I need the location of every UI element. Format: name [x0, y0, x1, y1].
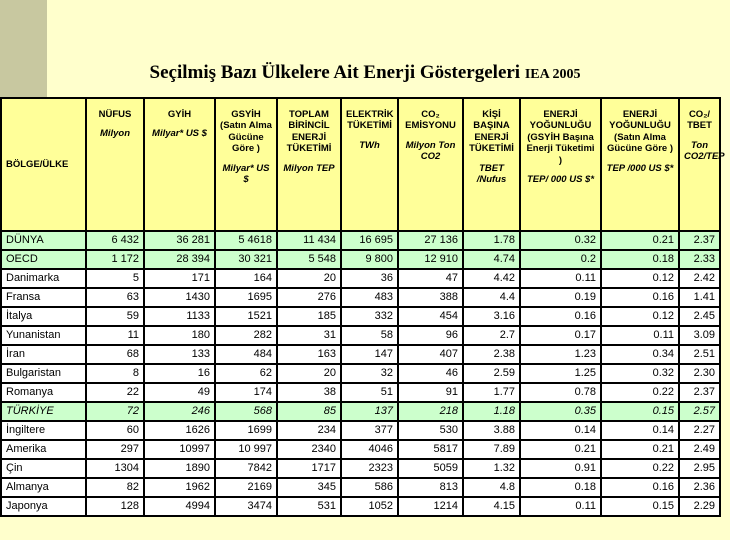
value-cell: 137 — [341, 402, 398, 421]
value-cell: 0.16 — [601, 288, 679, 307]
value-cell: 1.25 — [520, 364, 601, 383]
value-cell: 530 — [398, 421, 463, 440]
value-cell: 1695 — [215, 288, 277, 307]
value-cell: 2.51 — [679, 345, 720, 364]
country-cell: Bulgaristan — [1, 364, 86, 383]
value-cell: 2.38 — [463, 345, 520, 364]
column-header-label: ELEKTRİK TÜKETİMİ — [346, 109, 394, 132]
column-header-label: CO₂/ TBET — [687, 109, 712, 132]
column-header-label: CO₂ EMİSYONU — [405, 109, 456, 132]
table-row — [1, 440, 720, 459]
value-cell: 0.14 — [601, 421, 679, 440]
column-header-unit: TWh — [359, 139, 380, 151]
value-cell: 2.30 — [679, 364, 720, 383]
value-cell: 5059 — [398, 459, 463, 478]
value-cell: 2.37 — [679, 231, 720, 250]
table-row — [1, 326, 720, 345]
value-cell: 0.21 — [601, 440, 679, 459]
country-cell: Fransa — [1, 288, 86, 307]
value-cell: 3.16 — [463, 307, 520, 326]
column-header-label: ENERJİ YOĞUNLUĞU (Satın Alma Gücüne Göre ) — [607, 109, 673, 155]
value-cell: 0.91 — [520, 459, 601, 478]
value-cell: 0.18 — [601, 250, 679, 269]
table-row — [1, 459, 720, 478]
value-cell: 0.21 — [520, 440, 601, 459]
value-cell: 2.29 — [679, 497, 720, 516]
value-cell: 133 — [144, 345, 215, 364]
value-cell: 1430 — [144, 288, 215, 307]
value-cell: 51 — [341, 383, 398, 402]
title-text: Seçilmiş Bazı Ülkelere Ait Enerji Göstergeleri — [149, 62, 521, 83]
value-cell: 1.32 — [463, 459, 520, 478]
value-cell: 0.12 — [601, 307, 679, 326]
country-cell: Almanya — [1, 478, 86, 497]
value-cell: 0.22 — [601, 383, 679, 402]
value-cell: 38 — [277, 383, 341, 402]
value-cell: 0.17 — [520, 326, 601, 345]
value-cell: 2340 — [277, 440, 341, 459]
value-cell: 8 — [86, 364, 144, 383]
column-header-unit: Milyar* US $ — [152, 128, 207, 140]
value-cell: 147 — [341, 345, 398, 364]
value-cell: 0.16 — [520, 307, 601, 326]
value-cell: 20 — [277, 269, 341, 288]
value-cell: 60 — [86, 421, 144, 440]
column-header-unit: TBET /Nufus — [476, 162, 507, 185]
value-cell: 11 434 — [277, 231, 341, 250]
value-cell: 483 — [341, 288, 398, 307]
value-cell: 0.22 — [601, 459, 679, 478]
column-header-label: GYİH — [167, 109, 192, 120]
value-cell: 0.34 — [601, 345, 679, 364]
value-cell: 4.15 — [463, 497, 520, 516]
column-header-label: GSYİH (Satın Alma Gücüne Göre ) — [220, 109, 272, 155]
value-cell: 2.37 — [679, 383, 720, 402]
column-header-label: ENERJİ YOĞUNLUĞU (GSYİH Başına Enerji Tüketimi ) — [526, 109, 595, 166]
column-header-unit: Milyon TEP — [283, 162, 335, 174]
value-cell: 22 — [86, 383, 144, 402]
value-cell: 1.41 — [679, 288, 720, 307]
value-cell: 3474 — [215, 497, 277, 516]
table-row — [1, 288, 720, 307]
value-cell: 28 394 — [144, 250, 215, 269]
value-cell: 16 695 — [341, 231, 398, 250]
column-header-unit: Ton CO2/TEP — [684, 139, 725, 163]
column-header — [398, 98, 463, 231]
value-cell: 16 — [144, 364, 215, 383]
value-cell: 5 4618 — [215, 231, 277, 250]
value-cell: 0.15 — [601, 497, 679, 516]
value-cell: 2.95 — [679, 459, 720, 478]
column-header-unit: Milyar* US $ — [222, 162, 270, 185]
value-cell: 4.74 — [463, 250, 520, 269]
value-cell: 0.14 — [520, 421, 601, 440]
country-cell: İran — [1, 345, 86, 364]
value-cell: 813 — [398, 478, 463, 497]
decorative-corner-block — [0, 0, 47, 100]
value-cell: 1.77 — [463, 383, 520, 402]
table-row — [1, 250, 720, 269]
country-cell: TÜRKİYE — [1, 402, 86, 421]
value-cell: 0.15 — [601, 402, 679, 421]
country-cell: Amerika — [1, 440, 86, 459]
value-cell: 1.18 — [463, 402, 520, 421]
column-header — [86, 98, 144, 231]
value-cell: 1133 — [144, 307, 215, 326]
value-cell: 68 — [86, 345, 144, 364]
column-header — [144, 98, 215, 231]
value-cell: 1052 — [341, 497, 398, 516]
value-cell: 27 136 — [398, 231, 463, 250]
value-cell: 1.23 — [520, 345, 601, 364]
value-cell: 2.36 — [679, 478, 720, 497]
value-cell: 568 — [215, 402, 277, 421]
table-row — [1, 231, 720, 250]
column-header — [463, 98, 520, 231]
country-cell: Japonya — [1, 497, 86, 516]
value-cell: 0.78 — [520, 383, 601, 402]
value-cell: 345 — [277, 478, 341, 497]
value-cell: 0.2 — [520, 250, 601, 269]
country-cell: İngiltere — [1, 421, 86, 440]
value-cell: 85 — [277, 402, 341, 421]
value-cell: 531 — [277, 497, 341, 516]
value-cell: 0.11 — [520, 269, 601, 288]
value-cell: 2.45 — [679, 307, 720, 326]
value-cell: 4.4 — [463, 288, 520, 307]
value-cell: 63 — [86, 288, 144, 307]
value-cell: 3.88 — [463, 421, 520, 440]
value-cell: 7842 — [215, 459, 277, 478]
value-cell: 297 — [86, 440, 144, 459]
value-cell: 0.11 — [601, 326, 679, 345]
country-cell: Danimarka — [1, 269, 86, 288]
value-cell: 163 — [277, 345, 341, 364]
table-row — [1, 497, 720, 516]
value-cell: 0.21 — [601, 231, 679, 250]
column-header-label: KİŞİ BAŞINA ENERJİ TÜKETİMİ — [469, 109, 514, 155]
value-cell: 91 — [398, 383, 463, 402]
table-row — [1, 345, 720, 364]
column-header — [679, 98, 725, 231]
value-cell: 484 — [215, 345, 277, 364]
value-cell: 7.89 — [463, 440, 520, 459]
value-cell: 0.32 — [601, 364, 679, 383]
value-cell: 46 — [398, 364, 463, 383]
value-cell: 388 — [398, 288, 463, 307]
value-cell: 72 — [86, 402, 144, 421]
value-cell: 2.7 — [463, 326, 520, 345]
value-cell: 407 — [398, 345, 463, 364]
country-cell: DÜNYA — [1, 231, 86, 250]
value-cell: 96 — [398, 326, 463, 345]
value-cell: 0.35 — [520, 402, 601, 421]
value-cell: 11 — [86, 326, 144, 345]
value-cell: 2.49 — [679, 440, 720, 459]
value-cell: 234 — [277, 421, 341, 440]
value-cell: 6 432 — [86, 231, 144, 250]
column-header-label: TOPLAM BİRİNCİL ENERJİ TÜKETİMİ — [286, 109, 332, 155]
country-cell: OECD — [1, 250, 86, 269]
table-row — [1, 383, 720, 402]
table-row — [1, 402, 720, 421]
value-cell: 246 — [144, 402, 215, 421]
value-cell: 1304 — [86, 459, 144, 478]
value-cell: 174 — [215, 383, 277, 402]
value-cell: 12 910 — [398, 250, 463, 269]
value-cell: 1890 — [144, 459, 215, 478]
value-cell: 2.59 — [463, 364, 520, 383]
value-cell: 164 — [215, 269, 277, 288]
value-cell: 2169 — [215, 478, 277, 497]
value-cell: 185 — [277, 307, 341, 326]
column-header — [520, 98, 601, 231]
value-cell: 282 — [215, 326, 277, 345]
column-header — [215, 98, 277, 231]
column-header-unit: Milyon — [99, 128, 131, 140]
value-cell: 1699 — [215, 421, 277, 440]
value-cell: 1 172 — [86, 250, 144, 269]
value-cell: 454 — [398, 307, 463, 326]
value-cell: 3.09 — [679, 326, 720, 345]
value-cell: 1.78 — [463, 231, 520, 250]
value-cell: 36 — [341, 269, 398, 288]
value-cell: 1717 — [277, 459, 341, 478]
value-cell: 586 — [341, 478, 398, 497]
value-cell: 0.32 — [520, 231, 601, 250]
value-cell: 5 — [86, 269, 144, 288]
table-row — [1, 364, 720, 383]
value-cell: 276 — [277, 288, 341, 307]
value-cell: 171 — [144, 269, 215, 288]
title-source: IEA 2005 — [524, 67, 581, 82]
country-cell: Çin — [1, 459, 86, 478]
value-cell: 47 — [398, 269, 463, 288]
table-row — [1, 421, 720, 440]
country-cell: İtalya — [1, 307, 86, 326]
value-cell: 4.8 — [463, 478, 520, 497]
value-cell: 5817 — [398, 440, 463, 459]
column-header-unit: TEP /000 US $* — [606, 162, 674, 174]
column-header-unit: Milyon Ton CO2 — [405, 139, 456, 163]
column-header — [277, 98, 341, 231]
value-cell: 1962 — [144, 478, 215, 497]
table-row — [1, 269, 720, 288]
value-cell: 32 — [341, 364, 398, 383]
value-cell: 180 — [144, 326, 215, 345]
value-cell: 30 321 — [215, 250, 277, 269]
column-header-unit: TEP/ 000 US $* — [526, 173, 595, 185]
value-cell: 1521 — [215, 307, 277, 326]
slide-title — [0, 62, 730, 84]
value-cell: 59 — [86, 307, 144, 326]
value-cell: 0.18 — [520, 478, 601, 497]
value-cell: 4.42 — [463, 269, 520, 288]
value-cell: 1214 — [398, 497, 463, 516]
value-cell: 0.11 — [520, 497, 601, 516]
value-cell: 9 800 — [341, 250, 398, 269]
value-cell: 332 — [341, 307, 398, 326]
column-header-label: NÜFUS — [98, 109, 132, 120]
value-cell: 0.16 — [601, 478, 679, 497]
value-cell: 49 — [144, 383, 215, 402]
value-cell: 4046 — [341, 440, 398, 459]
value-cell: 58 — [341, 326, 398, 345]
column-header — [1, 98, 86, 231]
value-cell: 2.33 — [679, 250, 720, 269]
energy-indicators-table — [0, 97, 725, 517]
table-row — [1, 307, 720, 326]
value-cell: 20 — [277, 364, 341, 383]
value-cell: 128 — [86, 497, 144, 516]
column-header — [601, 98, 679, 231]
country-cell: Yunanistan — [1, 326, 86, 345]
value-cell: 2.57 — [679, 402, 720, 421]
value-cell: 31 — [277, 326, 341, 345]
table-row — [1, 478, 720, 497]
value-cell: 0.19 — [520, 288, 601, 307]
value-cell: 5 548 — [277, 250, 341, 269]
table-header-row — [1, 98, 720, 231]
value-cell: 2.42 — [679, 269, 720, 288]
value-cell: 10997 — [144, 440, 215, 459]
column-header-label: BÖLGE/ÜLKE — [6, 158, 69, 170]
value-cell: 218 — [398, 402, 463, 421]
column-header — [341, 98, 398, 231]
country-cell: Romanya — [1, 383, 86, 402]
value-cell: 0.12 — [601, 269, 679, 288]
value-cell: 2.27 — [679, 421, 720, 440]
value-cell: 377 — [341, 421, 398, 440]
value-cell: 2323 — [341, 459, 398, 478]
value-cell: 10 997 — [215, 440, 277, 459]
value-cell: 1626 — [144, 421, 215, 440]
value-cell: 62 — [215, 364, 277, 383]
value-cell: 82 — [86, 478, 144, 497]
value-cell: 4994 — [144, 497, 215, 516]
value-cell: 36 281 — [144, 231, 215, 250]
